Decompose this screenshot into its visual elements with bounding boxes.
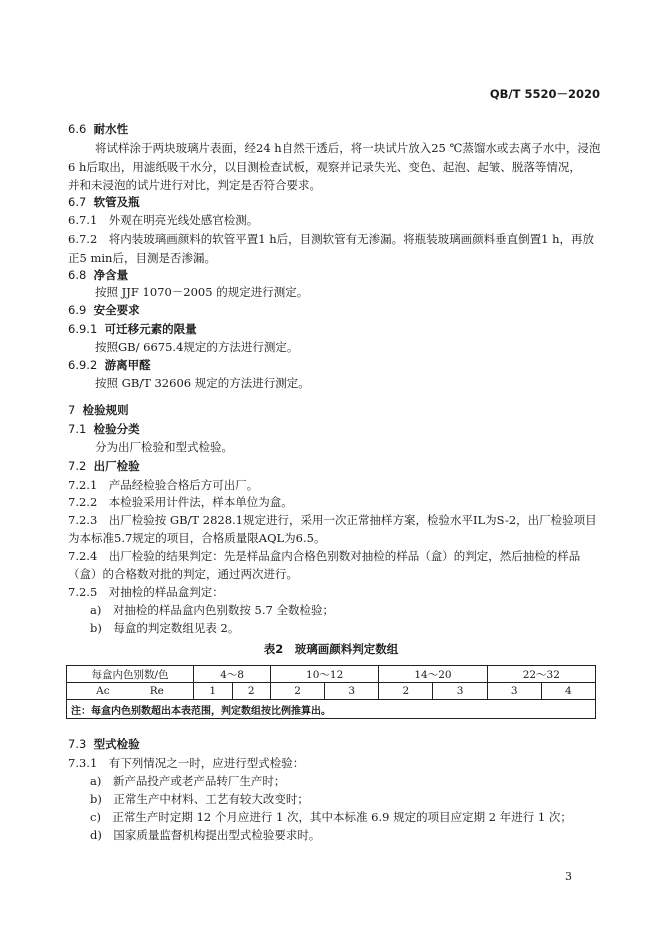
table-note: 注：每盒内色别数超出本表范围，判定数组按比例推算出。 [67, 700, 596, 719]
paragraph-line: 7.2.3 出厂检验按 GB/T 2828.1规定进行，采用一次正常抽样方案，检验水平IL为S-2，出厂检验项目 [68, 513, 597, 527]
heading-6-9-1 [68, 321, 197, 338]
table-row [67, 666, 596, 683]
judgement-table [66, 665, 596, 719]
table-cell: 2 [271, 683, 325, 700]
list-item: a) 新产品投产或老产品转厂生产时； [90, 774, 286, 788]
section-number: 6.6 [68, 122, 87, 136]
heading-7-1 [68, 421, 140, 438]
table-cell: 3 [487, 683, 541, 700]
paragraph-line: 7.2.2 本检验采用计件法，样本单位为盒。 [68, 495, 293, 509]
paragraph-line: 7.3.1 有下列情况之一时，应进行型式检验： [68, 756, 305, 770]
table-cell: 2 [232, 683, 271, 700]
paragraph-line: 按照GB/ 6675.4规定的方法进行测定。 [95, 340, 299, 354]
table-cell-ac-re [67, 683, 194, 700]
heading-6-9 [68, 302, 140, 319]
paragraph-line: 按照 JJF 1070－2005 的规定进行测定。 [95, 285, 309, 299]
list-item: a) 对抽检的样品盒内色别数按 5.7 全数检验； [90, 603, 334, 617]
table-header-cell: 每盒内色别数/色 [67, 666, 194, 683]
section-title: 型式检验 [93, 737, 140, 751]
heading-6-8 [68, 267, 128, 284]
table-cell: 2 [379, 683, 433, 700]
standard-number: QB/T 5520－2020 [489, 87, 600, 101]
table-row [67, 700, 596, 719]
section-number: 6.9.2 [68, 358, 98, 372]
table-header-cell: 10～12 [271, 666, 379, 683]
heading-7-2 [68, 458, 140, 475]
section-title: 软管及瓶 [93, 195, 140, 209]
list-item: d) 国家质量监督机构提出型式检验要求时。 [90, 828, 321, 842]
section-number: 6.7 [68, 195, 87, 209]
section-number: 7.2 [68, 459, 87, 473]
paragraph-line: （盒）的合格数对批的判定，通过两次进行。 [68, 567, 298, 581]
paragraph-line: 分为出厂检验和型式检验。 [95, 440, 233, 454]
paragraph-line: 为本标准5.7规定的项目，合格质量限AQL为6.5。 [68, 531, 326, 545]
table-header-cell: 14～20 [379, 666, 487, 683]
heading-6-9-2 [68, 357, 151, 374]
paragraph-line: 6 h后取出，用滤纸吸干水分，以目测检查试板，观察并记录失光、变色、起泡、起皱、脱落等情况， [68, 160, 581, 174]
section-title: 检验规则 [82, 403, 129, 417]
paragraph-line: 7.2.5 对抽检的样品盒判定： [68, 585, 224, 599]
section-number: 7.3 [68, 737, 87, 751]
section-number: 7 [68, 403, 76, 417]
section-title: 耐水性 [93, 122, 129, 136]
paragraph-line: 并和未浸泡的试片进行对比，判定是否符合要求。 [68, 178, 321, 192]
heading-6-6 [68, 121, 128, 138]
heading-6-7 [68, 194, 140, 211]
paragraph-line: 6.7.1 外观在明亮光线处感官检测。 [68, 213, 259, 227]
paragraph-line: 将试样涂于两块玻璃片表面，经24 h自然干透后，将一块试片放入25 ℃蒸馏水或去离子水中，浸泡 [95, 141, 601, 155]
table-row [67, 683, 596, 700]
section-number: 7.1 [68, 422, 87, 436]
section-number: 6.8 [68, 268, 87, 282]
table-cell: 1 [194, 683, 233, 700]
list-item: b) 每盒的判定数组见表 2。 [90, 621, 240, 635]
table-cell: 3 [325, 683, 379, 700]
section-title: 净含量 [93, 268, 129, 282]
heading-7-3 [68, 736, 140, 753]
section-title: 检验分类 [93, 422, 140, 436]
ac-label: Ac [96, 685, 110, 697]
table-cell: 3 [433, 683, 487, 700]
list-item: b) 正常生产中材料、工艺有较大改变时； [90, 792, 309, 806]
table-header-cell: 4～8 [194, 666, 271, 683]
section-title: 安全要求 [93, 303, 140, 317]
paragraph-line: 6.7.2 将内装玻璃画颜料的软管平置1 h后，目测软管有无渗漏。将瓶装玻璃画颜料垂直倒置1 h，再放 [68, 232, 595, 246]
re-label: Re [149, 685, 164, 697]
paragraph-line: 按照 GB/T 32606 规定的方法进行测定。 [95, 376, 310, 390]
page-number: 3 [565, 870, 572, 883]
list-item: c) 正常生产时定期 12 个月应进行 1 次，其中本标准 6.9 规定的项目应定期 2 年进行 1 次； [90, 810, 572, 824]
section-number: 6.9 [68, 303, 87, 317]
paragraph-line: 7.2.1 产品经检验合格后方可出厂。 [68, 478, 259, 492]
heading-7 [68, 402, 129, 419]
section-title: 出厂检验 [93, 459, 140, 473]
section-number: 6.9.1 [68, 322, 98, 336]
table-cell: 4 [541, 683, 595, 700]
section-title: 可迁移元素的限量 [104, 322, 197, 336]
table-header-cell: 22～32 [487, 666, 595, 683]
section-title: 游离甲醛 [104, 358, 151, 372]
paragraph-line: 正5 min后，目测是否渗漏。 [68, 251, 216, 265]
table-caption: 表2 玻璃画颜料判定数组 [263, 642, 399, 656]
paragraph-line: 7.2.4 出厂检验的结果判定：先是样品盒内合格色别数对抽检的样品（盒）的判定，然后抽检的样品 [68, 549, 581, 563]
